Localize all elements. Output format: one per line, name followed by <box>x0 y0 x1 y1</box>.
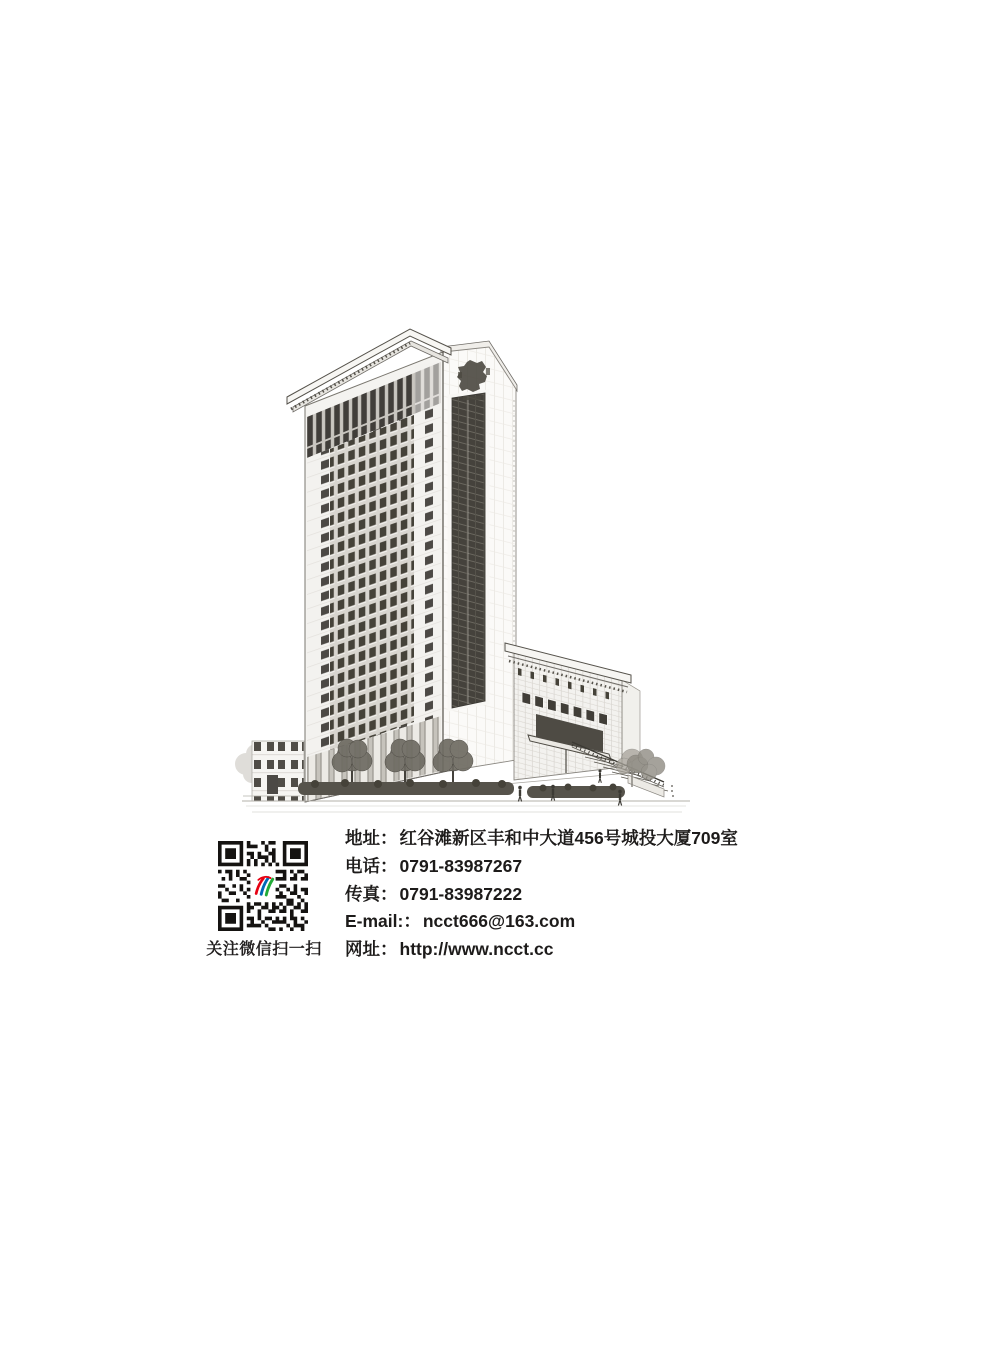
contact-value: 红谷滩新区丰和中大道456号城投大厦709室 <box>399 828 738 848</box>
contact-label: 网址： <box>345 939 398 960</box>
contact-label: 地址： <box>345 828 398 848</box>
contact-label: E-mail:： <box>345 911 421 932</box>
contact-value: 0791-83987267 <box>399 855 523 876</box>
contact-row-phone <box>345 853 738 881</box>
contact-value: 0791-83987222 <box>399 883 523 904</box>
qr-caption: 关注微信扫一扫 <box>206 941 322 958</box>
contact-value: http://www.ncct.cc <box>399 939 554 960</box>
qr-center-logo <box>251 874 274 897</box>
building-illustration <box>230 300 700 825</box>
contact-label: 传真： <box>345 883 398 904</box>
contact-row-address <box>345 825 738 853</box>
contact-row-fax <box>345 881 738 909</box>
contact-value: ncct666@163.com <box>422 911 576 932</box>
contact-row-website <box>345 936 738 964</box>
qr-code <box>218 841 308 931</box>
contact-row-email <box>345 908 738 936</box>
contact-info <box>345 825 738 964</box>
contact-label: 电话： <box>345 855 398 876</box>
